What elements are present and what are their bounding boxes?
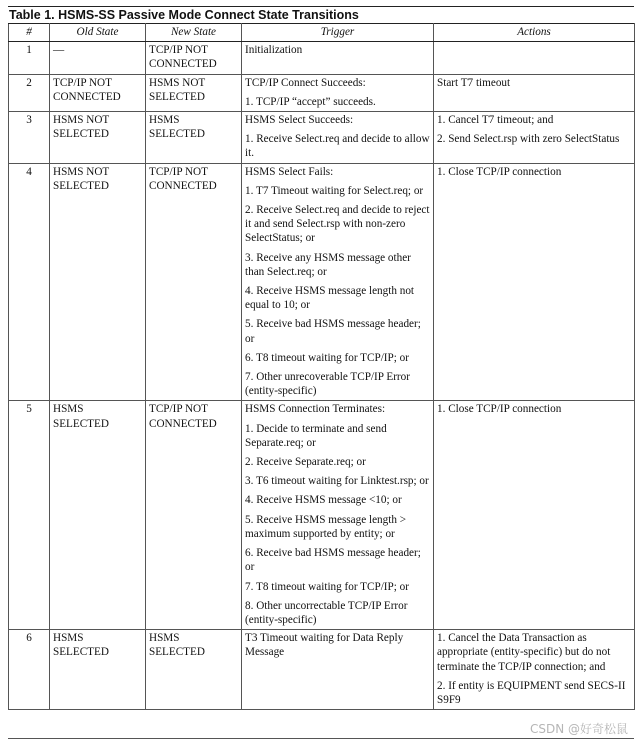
state-transition-table: [8, 23, 635, 710]
table-header-row: [9, 24, 635, 42]
actions-cell: [434, 163, 635, 401]
trigger-line: HSMS Select Fails:: [245, 165, 334, 178]
trigger-line: 1. Receive Select.req and decide to allow it.: [245, 133, 430, 160]
trigger-line: TCP/IP Connect Succeeds:: [245, 76, 366, 89]
trigger-line: 1. TCP/IP “accept” succeeds.: [245, 95, 376, 108]
new-state-cell: TCP/IP NOT CONNECTED: [146, 401, 242, 630]
document-page: [8, 6, 634, 710]
row-number: 1: [9, 42, 50, 74]
old-state-cell: —: [50, 42, 146, 74]
actions-cell: [434, 630, 635, 710]
trigger-line: 2. Receive Separate.req; or: [245, 456, 366, 469]
page-bottom-rule: [8, 738, 634, 739]
trigger-line: 6. Receive bad HSMS message header; or: [245, 547, 421, 574]
header-actions: Actions: [434, 24, 635, 42]
actions-cell: [434, 42, 635, 74]
table-row: [9, 401, 635, 630]
new-state-cell: TCP/IP NOT CONNECTED: [146, 163, 242, 401]
actions-cell: [434, 112, 635, 164]
trigger-line: 1. Decide to terminate and send Separate.req; or: [245, 422, 387, 449]
action-line: 1. Cancel the Data Transaction as appropriate (entity-specific) but do not terminate the TCP/IP connection; and: [437, 632, 611, 673]
trigger-line: 7. T8 timeout waiting for TCP/IP; or: [245, 580, 409, 593]
trigger-cell: [242, 42, 434, 74]
trigger-line: 4. Receive HSMS message <10; or: [245, 494, 402, 507]
header-num: #: [9, 24, 50, 42]
trigger-line: 2. Receive Select.req and decide to reject it and send Select.rsp with non-zero SelectStatus; or: [245, 204, 430, 245]
row-number: 5: [9, 401, 50, 630]
trigger-line: 5. Receive HSMS message length > maximum supported by entity; or: [245, 513, 407, 540]
action-line: 2. If entity is EQUIPMENT send SECS-II S9F9: [437, 679, 626, 706]
old-state-cell: HSMS NOT SELECTED: [50, 112, 146, 164]
trigger-line: HSMS Connection Terminates:: [245, 403, 386, 416]
table-row: [9, 112, 635, 164]
header-trigger: Trigger: [242, 24, 434, 42]
trigger-cell: [242, 401, 434, 630]
trigger-line: Initialization: [245, 44, 303, 57]
action-line: 1. Close TCP/IP connection: [437, 165, 562, 178]
row-number: 3: [9, 112, 50, 164]
old-state-cell: HSMS SELECTED: [50, 401, 146, 630]
trigger-line: 4. Receive HSMS message length not equal to 10; or: [245, 285, 415, 312]
trigger-line: HSMS Select Succeeds:: [245, 114, 354, 127]
header-new-state: New State: [146, 24, 242, 42]
table-body: [9, 42, 635, 710]
new-state-cell: TCP/IP NOT CONNECTED: [146, 42, 242, 74]
trigger-line: 3. T6 timeout waiting for Linktest.rsp; or: [245, 475, 429, 488]
trigger-line: 3. Receive any HSMS message other than Select.req; or: [245, 251, 411, 278]
action-line: 1. Cancel T7 timeout; and: [437, 114, 554, 127]
trigger-line: 6. T8 timeout waiting for TCP/IP; or: [245, 351, 409, 364]
trigger-cell: [242, 163, 434, 401]
trigger-line: 5. Receive bad HSMS message header; or: [245, 318, 421, 345]
new-state-cell: HSMS SELECTED: [146, 630, 242, 710]
trigger-line: 8. Other uncorrectable TCP/IP Error (entity-specific): [245, 599, 408, 626]
action-line: 2. Send Select.rsp with zero SelectStatus: [437, 133, 620, 146]
trigger-cell: [242, 112, 434, 164]
action-line: Start T7 timeout: [437, 76, 511, 89]
trigger-cell: [242, 74, 434, 111]
row-number: 6: [9, 630, 50, 710]
watermark: CSDN @好奇松鼠: [529, 722, 628, 736]
old-state-cell: HSMS NOT SELECTED: [50, 163, 146, 401]
new-state-cell: HSMS SELECTED: [146, 112, 242, 164]
trigger-line: T3 Timeout waiting for Data Reply Message: [245, 632, 404, 659]
row-number: 4: [9, 163, 50, 401]
old-state-cell: HSMS SELECTED: [50, 630, 146, 710]
actions-cell: [434, 74, 635, 111]
action-line: 1. Close TCP/IP connection: [437, 403, 562, 416]
table-caption: Table 1. HSMS-SS Passive Mode Connect State Transitions: [8, 6, 634, 23]
trigger-line: 7. Other unrecoverable TCP/IP Error (entity-specific): [245, 371, 410, 398]
old-state-cell: TCP/IP NOT CONNECTED: [50, 74, 146, 111]
trigger-cell: [242, 630, 434, 710]
new-state-cell: HSMS NOT SELECTED: [146, 74, 242, 111]
header-old-state: Old State: [50, 24, 146, 42]
table-row: [9, 42, 635, 74]
actions-cell: [434, 401, 635, 630]
row-number: 2: [9, 74, 50, 111]
table-row: [9, 630, 635, 710]
table-row: [9, 74, 635, 111]
trigger-line: 1. T7 Timeout waiting for Select.req; or: [245, 184, 424, 197]
table-row: [9, 163, 635, 401]
